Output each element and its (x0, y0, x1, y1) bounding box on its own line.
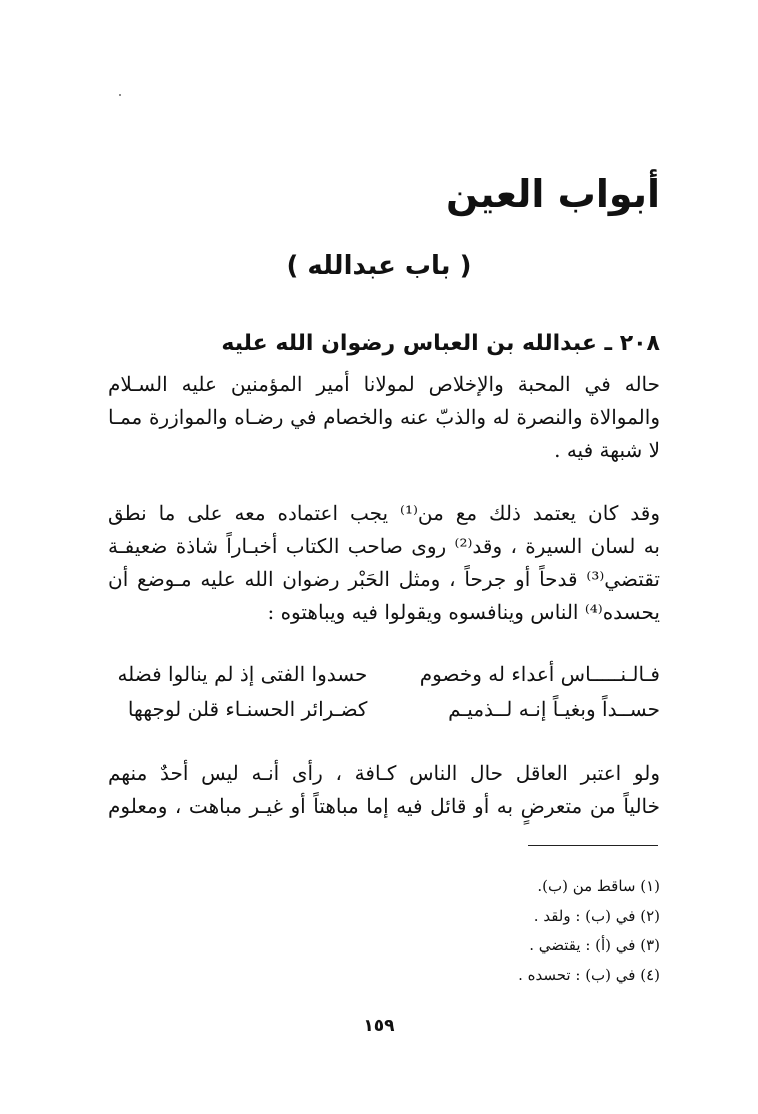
text-line: يحسده⁽⁴⁾ الناس وينافسوه ويقولوا فيه ويباهتوه : (267, 600, 660, 624)
verse-first-hemistich: حسدوا الفتى إذ لم ينالوا فضله (117, 662, 368, 686)
verse-second-hemistich: فـالـنـــــاس أعداء له وخصوم (419, 662, 660, 686)
chapter-title: ( باب عبدالله ) (286, 251, 472, 281)
text-line: والموالاة والنصرة له والذبّ عنه والخصام في رضـاه والموازرة ممـا (108, 405, 660, 429)
verse-line (108, 692, 660, 727)
text-line: ولو اعتبر العاقل حال الناس كـافة ، رأى أنـه ليس أحدٌ منهم (108, 761, 660, 785)
verse-second-hemistich: حســداً وبغيـاً إنـه لــذميـم (448, 697, 660, 721)
verse-first-hemistich: كضـرائر الحسنـاء قلن لوجهها (127, 697, 368, 721)
text-line: حاله في المحبة والإخلاص لمولانا أمير المؤمنين عليه السـلام (108, 372, 660, 396)
footnote: (١) ساقط من (ب). (537, 877, 660, 895)
text-line: خالياً من متعرضٍ به أو قائل فيه إما مباهتاً أو غيـر مباهت ، ومعلوم (108, 794, 660, 818)
print-speck (119, 94, 121, 96)
section-title: أبواب العين (445, 172, 660, 216)
paragraph-3 (108, 757, 660, 823)
paragraph-1 (108, 368, 660, 467)
poem-verses (108, 657, 660, 727)
footnote: (٢) في (ب) : ولقد . (533, 906, 660, 925)
footnote: (٤) في (ب) : تحسده . (518, 965, 660, 984)
text-line: لا شبهة فيه . (554, 438, 660, 462)
page-number: ١٥٩ (363, 1016, 395, 1036)
footnotes (260, 872, 660, 990)
text-line: وقد كان يعتمد ذلك مع من⁽¹⁾ يجب اعتماده معه على ما نطق (108, 501, 660, 525)
text-line: تقتضي⁽³⁾ قدحاً أو جرحاً ، ومثل الحَبْر رضوان الله عليه مـوضع أن (108, 567, 660, 591)
text-line: به لسان السيرة ، وقد⁽²⁾ روى صاحب الكتاب أخبـاراً شاذة ضعيفـة (108, 534, 660, 558)
paragraph-2 (108, 497, 660, 629)
footnote: (٣) في (أ) : يقتضي . (529, 936, 660, 954)
entry-title: ٢٠٨ ـ عبدالله بن العباس رضوان الله عليه (221, 331, 660, 356)
verse-line (108, 657, 660, 692)
footnote-separator (528, 845, 658, 846)
